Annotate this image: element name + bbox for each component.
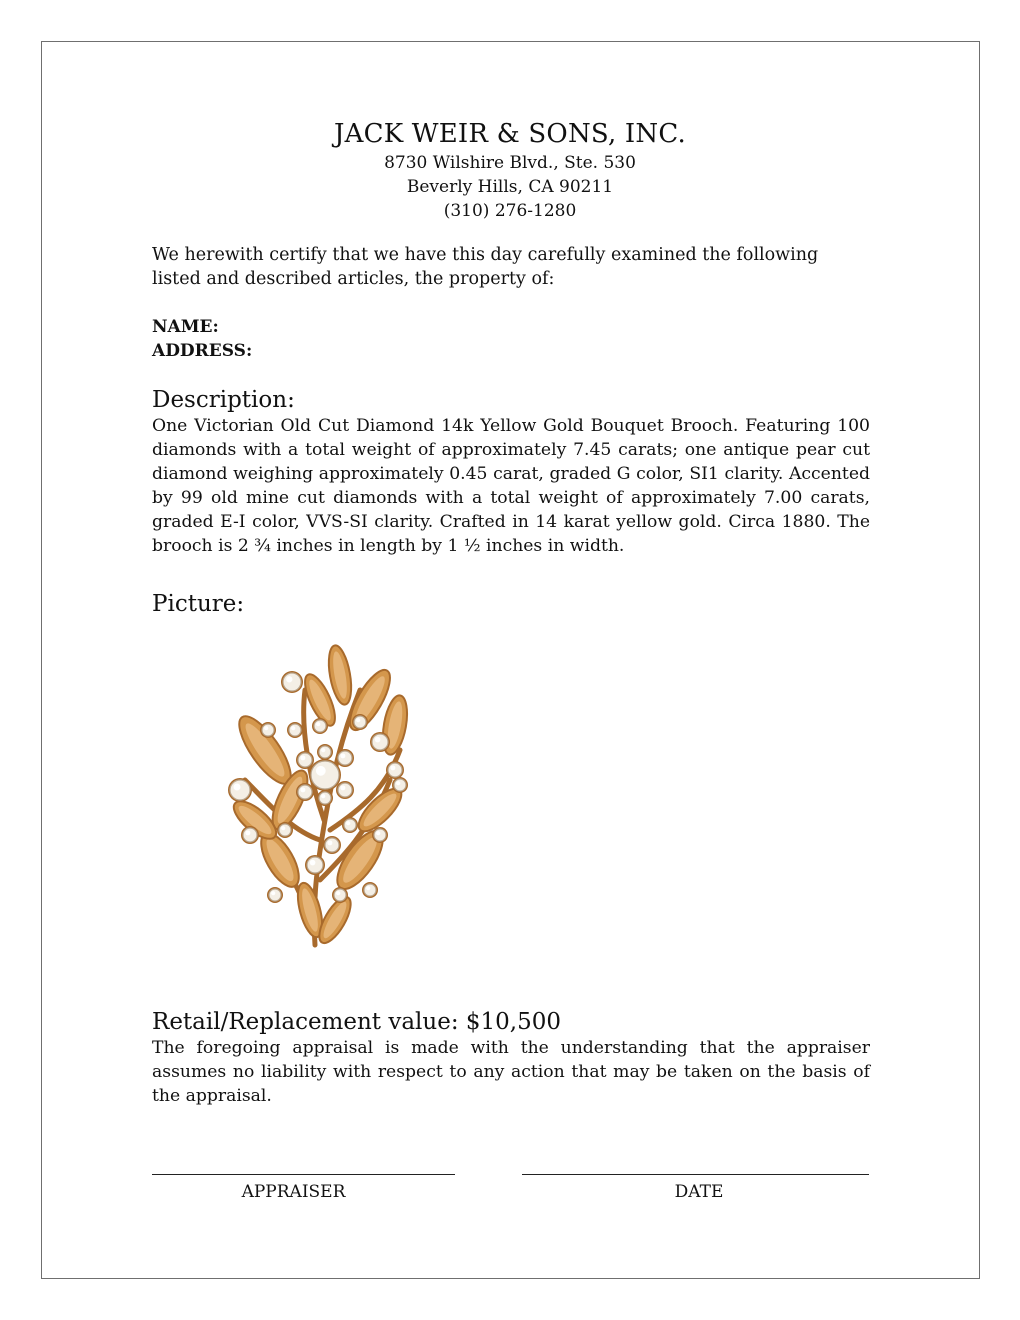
brooch-diamond-highlight	[245, 830, 250, 835]
brooch-diamond-highlight	[340, 785, 345, 790]
appraiser-signature-line	[152, 1174, 455, 1175]
brooch-diamond-highlight	[286, 676, 292, 682]
brooch-diamond-highlight	[316, 722, 320, 726]
brooch-diamond	[311, 761, 339, 789]
company-address-line-1: 8730 Wilshire Blvd., Ste. 530	[384, 153, 636, 173]
brooch-diamond-highlight	[346, 821, 350, 825]
brooch-diamond	[388, 763, 402, 777]
company-name: JACK WEIR & SONS, INC.	[334, 119, 686, 149]
brooch-diamond-highlight	[376, 831, 380, 835]
brooch-diamond-highlight	[264, 726, 268, 730]
owner-fields	[152, 315, 870, 363]
brooch-diamond	[262, 724, 274, 736]
description-text: One Victorian Old Cut Diamond 14k Yellow Gold Bouquet Brooch. Featuring 100 diamonds with a total weight of approximately 7.45 carats; one antique pear cut diamond weighing approximately 0.45 carat, graded G color, SI1 clarity. Accented by 99 old mine cut diamonds with a total weight of approximately 7.00 carats, graded E-I color, VVS-SI clarity. Crafted in 14 karat yellow gold. Circa 1880. The brooch is 2 ¾ inches in length by 1 ½ inches in width.	[152, 416, 870, 556]
address-label: ADDRESS:	[152, 341, 253, 361]
value-section	[152, 1008, 870, 1108]
brooch-diamond	[243, 828, 257, 842]
brooch-diamond	[344, 819, 356, 831]
brooch-diamond-highlight	[321, 794, 325, 798]
brooch-diamond-highlight	[327, 840, 332, 845]
picture-heading: Picture:	[152, 591, 245, 617]
brooch-diamond-highlight	[321, 748, 325, 752]
appraisal-disclaimer: The foregoing appraisal is made with the understanding that the appraiser assumes no liability with respect to any action that may be taken on the basis of the appraisal.	[152, 1038, 870, 1106]
brooch-diamond	[372, 734, 388, 750]
brooch-diamond	[325, 838, 339, 852]
brooch-diamond	[314, 720, 326, 732]
brooch-diamond-highlight	[336, 891, 340, 895]
brooch-diamond	[334, 889, 346, 901]
brooch-diamond-highlight	[356, 718, 360, 722]
brooch-diamond	[364, 884, 376, 896]
brooch-diamond-highlight	[316, 766, 326, 776]
brooch-diamond	[354, 716, 366, 728]
brooch-image	[220, 630, 430, 970]
gold-diamond-bouquet-brooch-image	[220, 630, 430, 970]
description-heading: Description:	[152, 387, 295, 413]
brooch-diamond	[319, 746, 331, 758]
brooch-diamond-highlight	[310, 860, 316, 866]
brooch-diamond-highlight	[281, 826, 285, 830]
brooch-diamond	[338, 751, 352, 765]
brooch-diamond-highlight	[271, 891, 275, 895]
brooch-diamond	[269, 889, 281, 901]
brooch-diamond-highlight	[375, 737, 381, 743]
brooch-diamond	[307, 857, 323, 873]
name-label: NAME:	[152, 317, 219, 337]
brooch-diamond	[289, 724, 301, 736]
brooch-diamond	[230, 780, 250, 800]
brooch-diamond-highlight	[396, 781, 400, 785]
date-label: DATE	[674, 1182, 724, 1202]
certify-statement: We herewith certify that we have this day carefully examined the following listed and described articles, the property of:	[152, 245, 819, 289]
letterhead	[0, 117, 1020, 223]
brooch-diamond	[338, 783, 352, 797]
brooch-diamond	[298, 785, 312, 799]
brooch-diamond	[394, 779, 406, 791]
brooch-diamond-highlight	[300, 787, 305, 792]
company-phone: (310) 276-1280	[443, 201, 577, 221]
replacement-value-heading: Retail/Replacement value: $10,500	[152, 1009, 562, 1035]
brooch-diamond-highlight	[366, 886, 370, 890]
brooch-diamond-highlight	[300, 755, 305, 760]
brooch-diamond	[298, 753, 312, 767]
brooch-diamond-highlight	[291, 726, 295, 730]
brooch-diamond-highlight	[390, 765, 395, 770]
date-signature-line	[522, 1174, 869, 1175]
brooch-diamond-highlight	[234, 784, 241, 791]
brooch-diamond	[374, 829, 386, 841]
brooch-diamond	[319, 792, 331, 804]
description-section	[152, 386, 870, 558]
brooch-diamond-highlight	[340, 753, 345, 758]
brooch-diamond	[283, 673, 301, 691]
brooch-diamond	[279, 824, 291, 836]
appraiser-label: APPRAISER	[241, 1182, 346, 1202]
company-address-line-2: Beverly Hills, CA 90211	[406, 177, 614, 197]
